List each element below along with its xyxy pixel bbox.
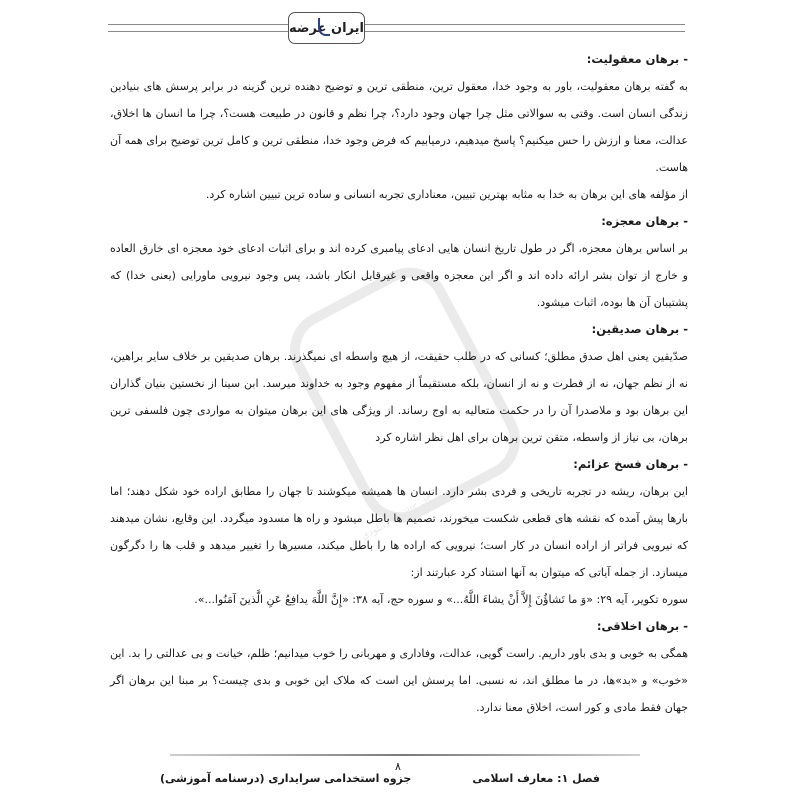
document-body (110, 46, 688, 721)
section-heading: - برهان اخلاقی: (596, 619, 688, 633)
section-heading: - برهان صدیقین: (591, 322, 688, 336)
section-akhlaghi (110, 613, 688, 721)
watermark-caption: فروشگاه کالاهای دانلودی (359, 483, 457, 543)
section-heading: - برهان معجزه: (601, 214, 688, 228)
section-mojeze (110, 208, 688, 316)
page-number: ۸ (395, 760, 401, 773)
paragraph: صدّیقین یعنی اهل صدق مطلق؛ کسانی که در طلب حقیقت، از هیچ واسطه ای نمیگذرند. برهان صدیقین بر خلاف سایر براهین، نه از نظم جهان، نه از فطرت و نه از انسان، بلکه مستقیماً از مفهوم وجود به خداوند میرسد. ابن سینا از نخستین بنیان گذاران این برهان بود و ملاصدرا آن را در حکمت متعالیه به اوج رساند. از ویژگی های این برهان میتوان به مواردی چون فلسفی ترین برهان، بی نیاز از واسطه، متقن ترین برهان برای اهل نظر اشاره کرد (110, 350, 688, 444)
section-maqooliyat (110, 46, 688, 208)
footer-chapter: فصل ۱: معارف اسلامی (472, 772, 600, 785)
section-heading: - برهان معقولیت: (586, 52, 688, 66)
logo-arc-icon (318, 18, 330, 36)
footer-booklet-title: جزوه استخدامی سرایداری (درسنامه آموزشی) (160, 772, 412, 785)
footer-rule (170, 754, 640, 756)
paragraph: همگی به خوبی و بدی باور داریم. راست گویی، عدالت، وفاداری و مهربانی را خوب میدانیم؛ ظلم، خیانت و بی عدالتی را بد. این «خوب» و «بد»ها، در ما مطلق اند، نه نسبی. اما پرسش این است که ملاک این خوبی و بدی چیست؟ بر مبنا این برهان اگر جهان فقط مادی و کور است، اخلاق معنا ندارد. (110, 647, 688, 714)
header-logo-text: ایران عرضه (289, 20, 364, 36)
paragraph: بر اساس برهان معجزه، اگر در طول تاریخ انسان هایی ادعای پیامبری کرده اند و برای اثبات ادعای خود معجزه ای خارق العاده و خارج از توان بشر ارائه داده اند و اگر این معجزه واقعی و غیرقابل انکار باشد، پس وجود نیرویی ماورایی (یعنی خدا) که پشتیبان آن ها بوده، اثبات میشود. (110, 242, 688, 309)
paragraph-verses: سوره تکویر، آیه ۲۹: «وَ ما تَشاؤُنَ إِلاَّ أَنْ یشاءَ اللَّهُ...» و سوره حج، آیه ۳۸: «إِنَّ اللَّهَ یدافِعُ عَنِ الَّذینَ آمَنُوا...». (194, 593, 688, 606)
header-rule-right (355, 24, 685, 32)
paragraph: به گفته برهان معقولیت، باور به وجود خدا، معقول ترین، منطقی ترین و توضیح دهنده ترین گزینه در برابر پرسش های بنیادین زندگی انسان است. وقتی به سوالاتی مثل چرا جهان وجود دارد؟، چرا نظم و قانون در طبیعت هست؟، چرا ما انسان ها اخلاق، عدالت، معنا و ارزش را حس میکنیم؟ پاسخ میدهیم، درمیابیم که فرض وجود خدا، منطقی ترین و کامل ترین توضیح برای همه آن هاست. (110, 80, 688, 174)
paragraph: این برهان، ریشه در تجربه تاریخی و فردی بشر دارد. انسان ها همیشه میکوشند تا جهان را مطابق اراده خود شکل دهند؛ اما بارها پیش آمده که نقشه های قطعی شکست میخورند، تصمیم ها باطل میشود و راه ها مسدود میگردد. این وقایع، نشان میدهند که نیرویی فراتر از اراده انسان در کار است؛ نیرویی که اراده ها را باطل میکند، مسیرها را تغییر میدهد و قلب ها را دگرگون میسازد. از جمله آیاتی که میتوان به آنها استناد کرد عبارتند از: (110, 485, 688, 579)
paragraph: از مؤلفه های این برهان به خدا به مثابه بهترین تبیین، معناداری تجربه انسانی و ساده ترین تبیین اشاره کرد. (205, 188, 688, 201)
header-rule-left (108, 24, 303, 32)
section-seddighin (110, 316, 688, 451)
section-heading: - برهان فسخ عزائم: (573, 457, 688, 471)
section-faskh-azaem (110, 451, 688, 613)
